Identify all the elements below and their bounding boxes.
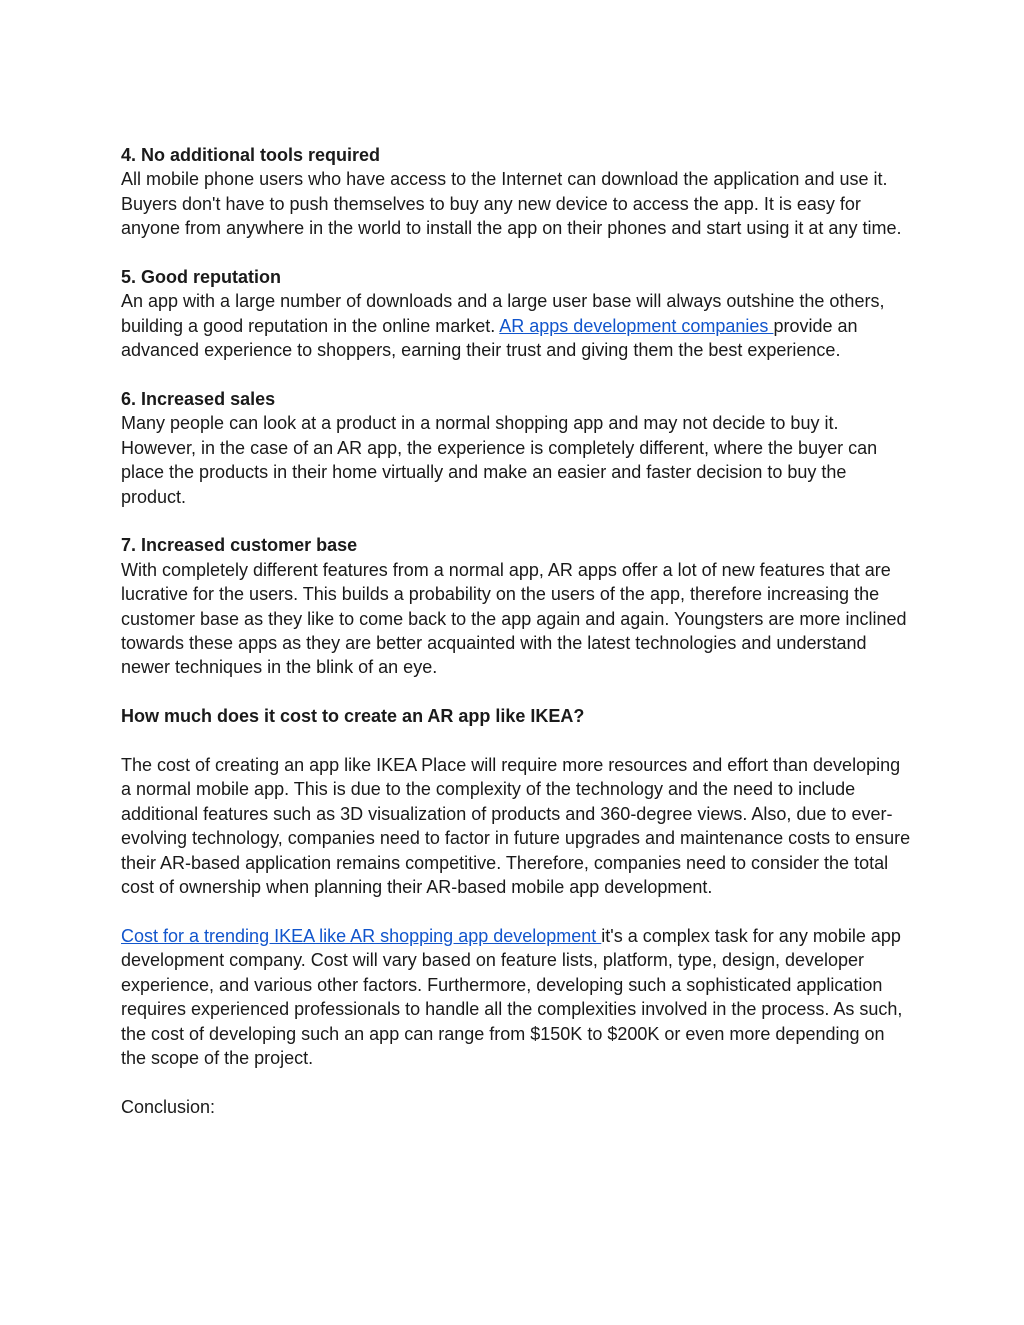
body-text: provide an advanced experience to shoppers, earning their trust and giving them the best experience. xyxy=(121,315,858,361)
document-page xyxy=(121,143,911,1144)
body-text: An app with a large number of downloads and a large user base will always outshine the others, building a good reputation in the online market. xyxy=(121,291,885,336)
trending-ikea-app-cost-link[interactable]: Cost for a trending IKEA like AR shopping app development xyxy=(121,925,602,946)
trend-paragraph-block xyxy=(121,924,911,1070)
section-heading: 5. Good reputation xyxy=(121,267,281,288)
section-body: Many people can look at a product in a normal shopping app and may not decide to buy it. However, in the case of an AR app, the experience is completely different, where the buyer can place the products in their home virtually and make an easier and faster decision to buy the product. xyxy=(121,413,878,507)
section-heading: 6. Increased sales xyxy=(121,389,276,410)
section-heading: 7. Increased customer base xyxy=(121,535,358,556)
cost-heading: How much does it cost to create an AR app like IKEA? xyxy=(121,706,585,727)
conclusion-label: Conclusion: xyxy=(121,1096,216,1117)
cost-paragraph: The cost of creating an app like IKEA Place will require more resources and effort than developing a normal mobile app. This is due to the complexity of the technology and the need to include additional features such as 3D visualization of products and 360-degree views. Also, due to ever-evolving technology, companies need to factor in future upgrades and maintenance costs to ensure their AR-based application remains competitive. Therefore, companies need to consider the total cost of ownership when planning their AR-based mobile app development. xyxy=(121,755,911,898)
section-body xyxy=(121,289,911,362)
trend-paragraph xyxy=(121,924,911,1070)
section-body: With completely different features from a normal app, AR apps offer a lot of new features that are lucrative for the users. This builds a probability on the users of the app, therefore increasing the customer base as they like to come back to the app again and again. Youngsters are more inclined towards these apps as they are better acquainted with the latest technologies and understand newer techniques in the blink of an eye. xyxy=(121,559,907,678)
section-no-additional-tools xyxy=(121,143,911,241)
section-heading: 4. No additional tools required xyxy=(121,145,381,165)
section-increased-customer-base xyxy=(121,533,911,679)
cost-heading-block xyxy=(121,704,911,728)
body-text: it's a complex task for any mobile app development company. Cost will vary based on feature lists, platform, type, design, developer experience, and various other factors. Furthermore, developing such a sophisticated application requires experienced professionals to handle all the complexities involved in the process. As such, the cost of developing such an app can range from $150K to $200K or even more depending on the scope of the project. xyxy=(121,925,903,1068)
section-increased-sales xyxy=(121,387,911,509)
section-good-reputation xyxy=(121,265,911,363)
ar-apps-development-companies-link[interactable]: AR apps development companies xyxy=(499,315,774,336)
cost-paragraph-block xyxy=(121,753,911,899)
conclusion-block xyxy=(121,1095,911,1119)
section-body: All mobile phone users who have access to the Internet can download the application and use it. Buyers don't have to push themselves to buy any new device to access the app. It is easy for anyone from anywhere in the world to install the app on their phones and start using it at any time. xyxy=(121,169,902,239)
